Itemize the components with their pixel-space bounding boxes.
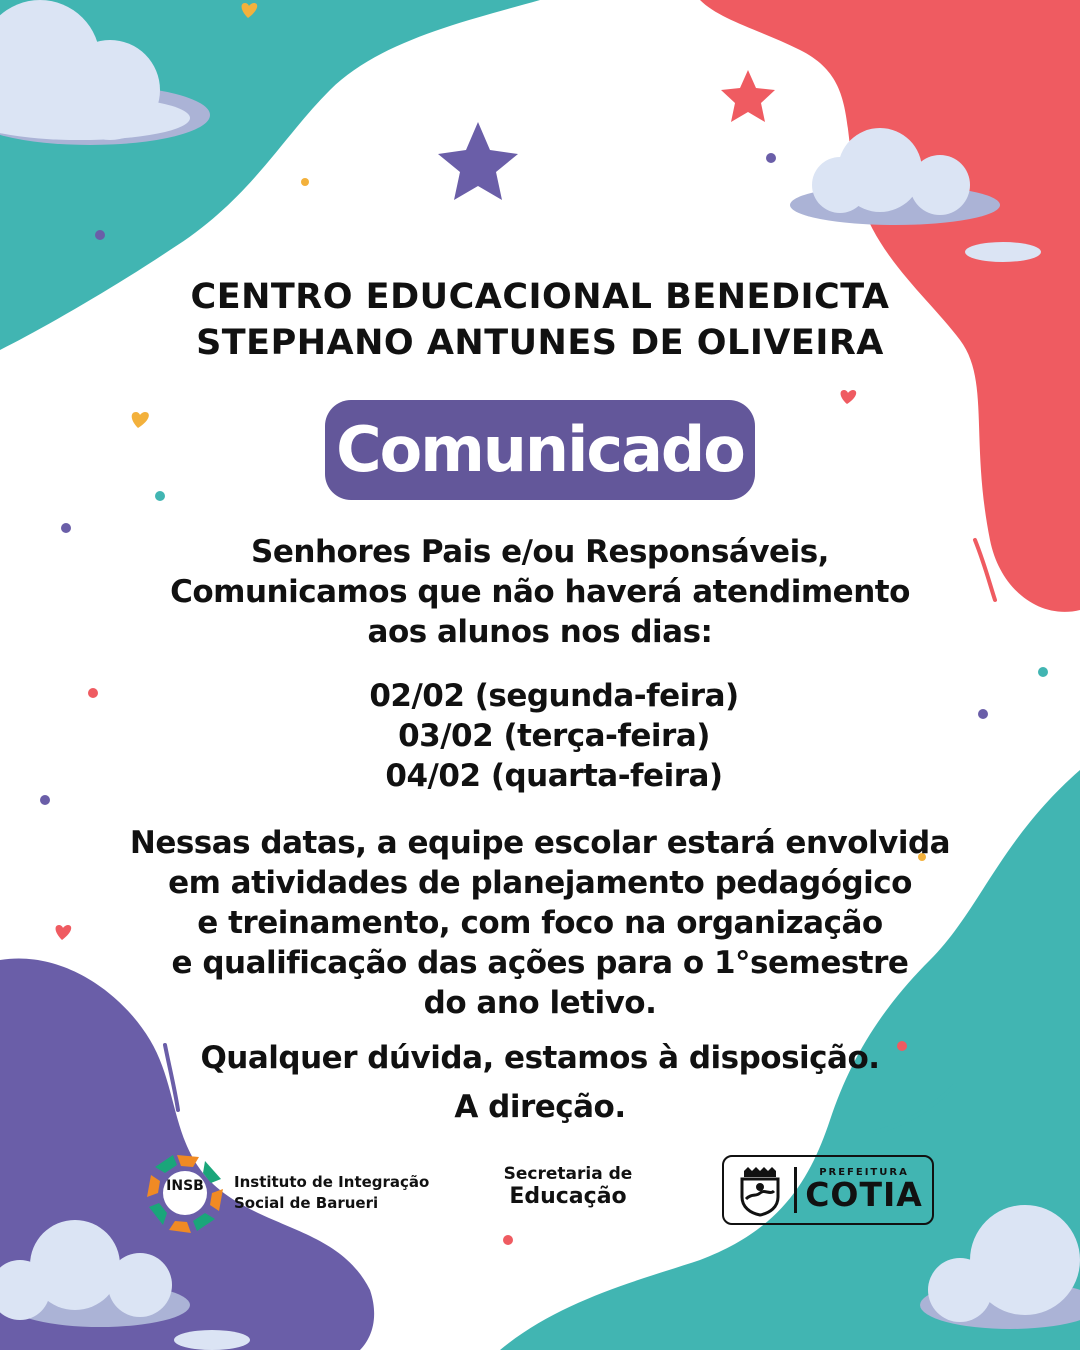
prefeitura-cotia-logo bbox=[722, 1155, 934, 1225]
insb-name-line1: Instituto de Integração bbox=[234, 1173, 430, 1191]
info-line: e qualificação das ações para o 1°semestre bbox=[171, 945, 909, 981]
info-line: e treinamento, com foco na organização bbox=[197, 905, 883, 941]
cotia-label: COTIA bbox=[805, 1175, 923, 1214]
date-item: 04/02 (quarta-feira) bbox=[385, 758, 723, 794]
closing-line: Qualquer dúvida, estamos à disposição. bbox=[200, 1040, 880, 1076]
prefeitura-label: PREFEITURA bbox=[819, 1167, 909, 1178]
greeting-line: Senhores Pais e/ou Responsáveis, bbox=[251, 534, 829, 570]
city-crest-icon bbox=[734, 1163, 786, 1219]
date-item: 03/02 (terça-feira) bbox=[398, 718, 710, 754]
info-line: em atividades de planejamento pedagógico bbox=[168, 865, 912, 901]
comunicado-label: Comunicado bbox=[336, 413, 744, 486]
star-coral bbox=[721, 70, 775, 122]
school-name-line1: CENTRO EDUCACIONAL BENEDICTA bbox=[190, 277, 890, 317]
info-line: do ano letivo. bbox=[423, 985, 657, 1021]
secretaria-educacao-logo bbox=[478, 1164, 658, 1210]
closing-paragraph bbox=[0, 1034, 1080, 1132]
signature-line: A direção. bbox=[454, 1089, 626, 1125]
secretaria-line1: Secretaria de bbox=[503, 1164, 633, 1184]
info-paragraph bbox=[0, 823, 1080, 1023]
date-item: 02/02 (segunda-feira) bbox=[369, 678, 739, 714]
star-purple bbox=[438, 122, 518, 200]
greeting-line: aos alunos nos dias: bbox=[367, 614, 713, 650]
secretaria-line2: Educação bbox=[509, 1184, 627, 1209]
greeting-line: Comunicamos que não haverá atendimento bbox=[170, 574, 910, 610]
dates-list bbox=[14, 676, 1080, 796]
logo-divider bbox=[794, 1167, 797, 1213]
insb-name-line2: Social de Barueri bbox=[234, 1194, 379, 1212]
school-name bbox=[0, 274, 1080, 366]
insb-full-name bbox=[234, 1172, 429, 1214]
greeting-paragraph bbox=[0, 532, 1080, 652]
insb-abbreviation: INSB bbox=[166, 1178, 204, 1194]
comunicado-badge bbox=[325, 400, 755, 500]
insb-logo bbox=[140, 1148, 430, 1238]
school-name-line2: STEPHANO ANTUNES DE OLIVEIRA bbox=[196, 323, 884, 363]
info-line: Nessas datas, a equipe escolar estará envolvida bbox=[129, 825, 951, 861]
